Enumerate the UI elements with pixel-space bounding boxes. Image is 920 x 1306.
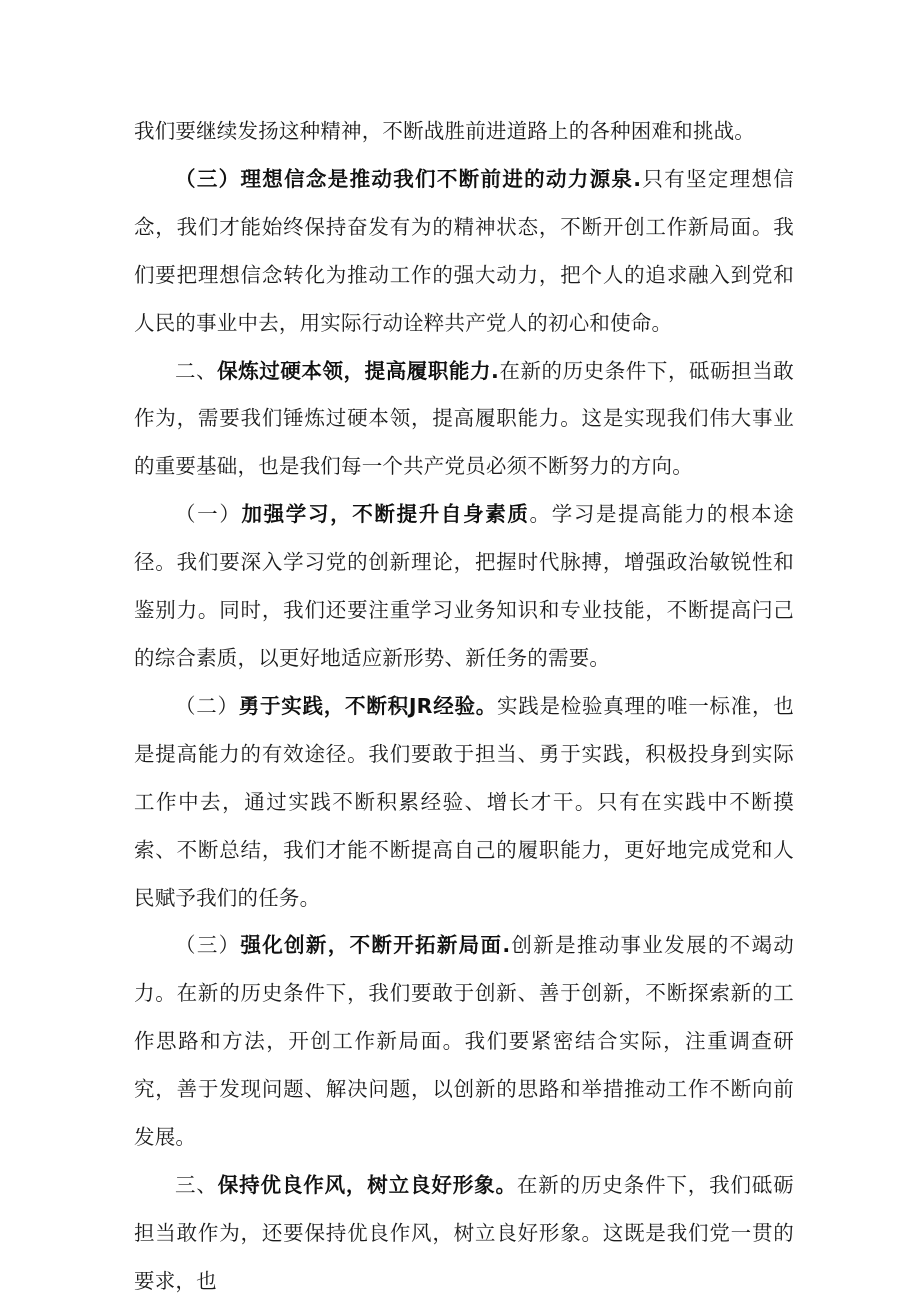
subsection-heading: 加强学习，不断提升自身素质 <box>241 502 530 527</box>
paragraph-heading: （三）理想信念是推动我们不断前进的动力源泉. <box>175 166 642 191</box>
paragraph-body: 在新的历史条件下，砥砺担当敢作为，需要我们锤炼过硬本领，提高履职能力。这是实现我们伟大事业的重要基础，也是我们每一个共产党员必须不断努力的方向。 <box>134 358 794 479</box>
section-number: 三、 <box>175 1172 218 1197</box>
section-two-skills <box>134 348 794 492</box>
document-body <box>134 108 794 1306</box>
paragraph-ideals-driving-force <box>134 156 794 348</box>
subsection-number: （三） <box>175 933 241 958</box>
subsection-number: （二） <box>175 693 239 718</box>
paragraph-practice <box>134 683 794 923</box>
paragraph-body: 我们要继续发扬这种精神，不断战胜前进道路上的各种困难和挑战。 <box>134 119 755 143</box>
section-number: 二、 <box>175 358 218 383</box>
paragraph-body: 创新是推动事业发展的不竭动力。在新的历史条件下，我们要敢于创新、善于创新，不断探索新的工作思路和方法，开创工作新局面。我们要紧密结合实际，注重调查研究，善于发现问题、解决问题，以创新的思路和举措推动工作不断向前发展。 <box>134 933 794 1150</box>
section-heading: 保持优良作风，树立良好形象。 <box>217 1172 517 1197</box>
paragraph-body: 只有坚定理想信念，我们才能始终保持奋发有为的精神状态，不断开创工作新局面。我们要把理想信念转化为推动工作的强大动力，把个人的追求融入到党和人民的事业中去，用实际行动诠粹共产党人的初心和使命。 <box>134 166 795 335</box>
paragraph-strengthen-learning <box>134 491 794 683</box>
subsection-heading: 强化创新，不断开拓新局面. <box>240 933 511 958</box>
paragraph-body: 。学习是提高能力的根本途径。我们要深入学习党的创新理论，把握时代脉搏，增强政治敏锐性和鉴别力。同时，我们还要注重学习业务知识和专业技能，不断提高闩己的综合素质，以更好地适应新形势、新任务的需要。 <box>134 502 794 670</box>
section-heading: 保炼过硬本领，提高履职能力. <box>217 358 500 383</box>
subsection-heading: 勇于实践，不断积JR经验。 <box>238 693 497 718</box>
paragraph-body: 在新的历史条件下，我们砥砺担当敢作为，还要保持优良作风，树立良好形象。这既是我们党一贯的要求，也 <box>134 1172 794 1293</box>
subsection-number: （一） <box>175 502 242 527</box>
paragraph-innovation <box>134 922 794 1162</box>
paragraph-body: 实践是检验真理的唯一标准，也是提高能力的有效途径。我们要敢于担当、勇于实践，积极投身到实际工作中去，通过实践不断积累经验、增长才干。只有在实践中不断摸索、不断总结，我们才能不断提高自己的履职能力，更好地完成党和人民赋予我们的任务。 <box>134 693 794 910</box>
section-three-style <box>134 1162 794 1306</box>
paragraph-continuation <box>134 108 794 156</box>
